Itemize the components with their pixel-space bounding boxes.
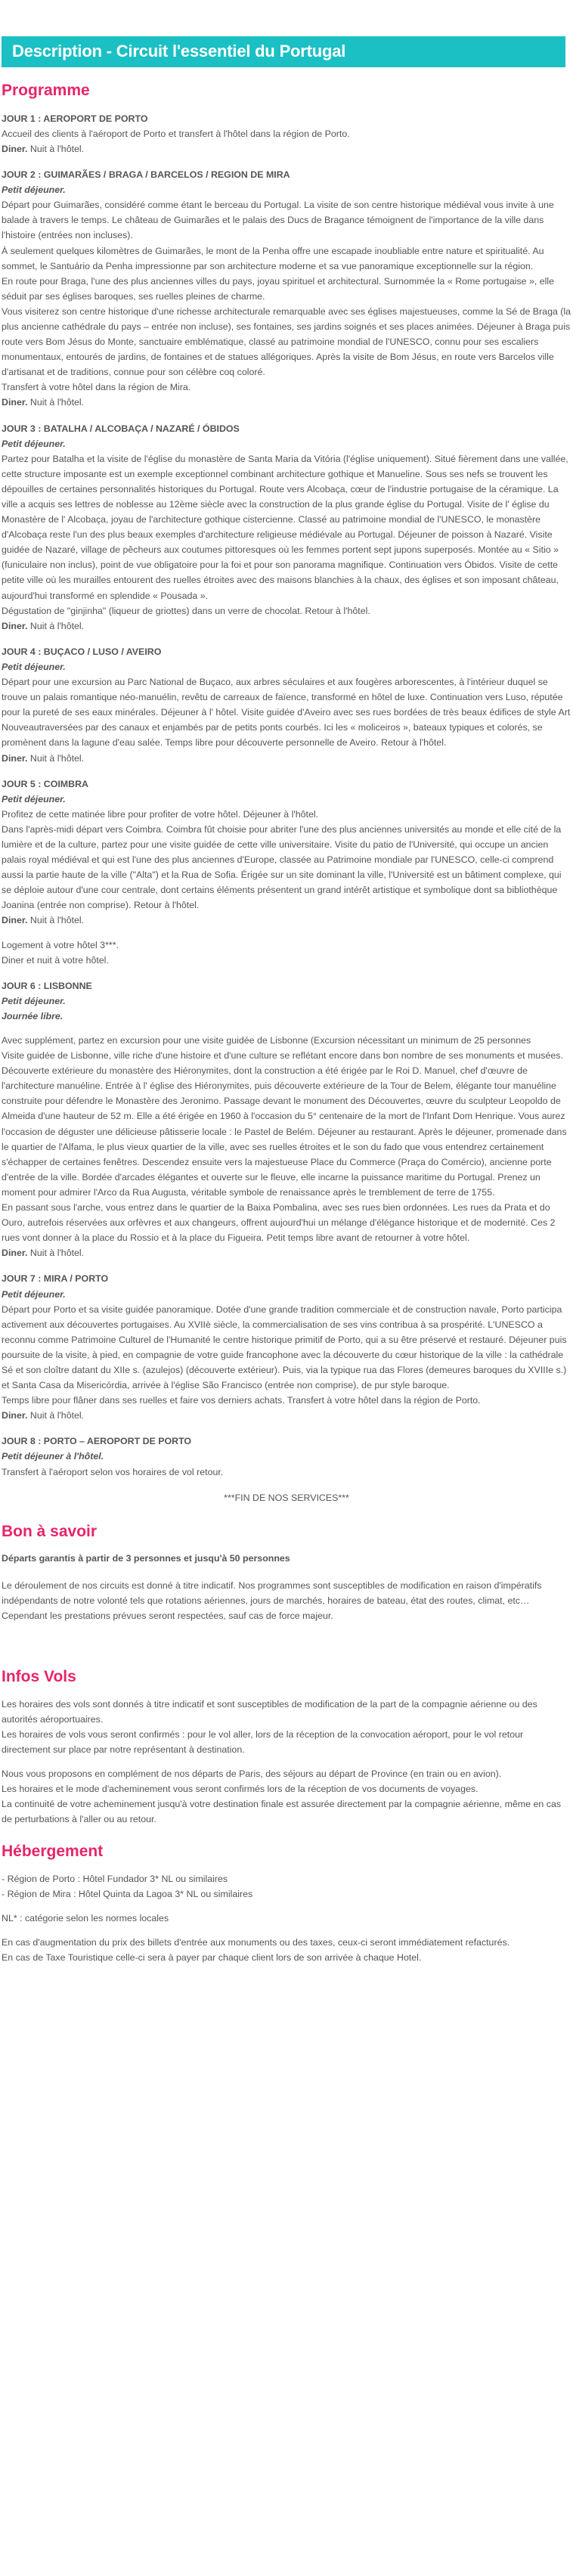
day-paragraph: Dans l'après-midi départ vers Coimbra. Coimbra fût choisie pour abriter l'une des plus anciennes universités au monde et elle cité de la lumière et de la culture, partez pour une visite guidée de cette ville universitaire. Visite du patio de l'Université, qui occupe un ancien palais royal médiéval et qui est l'une des plus anciennes d'Europe, classée au Patrimoine mondiale par l'UNESCO, celle-ci comprend aussi la partie haute de la ville ("Alta") et la Rua de Sofia. Érigée sur un site dominant la ville, l'Université est un bâtiment complexe, qui se déploie autour d'une cour centrale, dont certains éléments présentent un grand intérêt artistique et symbolique dont sa bibliothèque Joanina (entrée non comprise). Retour à l'hôtel. xyxy=(2,823,562,911)
hotel-porto: - Région de Porto : Hôtel Fundador 3* NL ou similaires xyxy=(2,1873,228,1884)
day-block xyxy=(2,978,571,1261)
day-paragraph: Dégustation de "ginjinha" (liqueur de griottes) dans un verre de chocolat. Retour à l'hôtel. xyxy=(2,605,370,616)
dinner-text: Nuit à l'hôtel. xyxy=(27,752,85,764)
day-paragraph: Transfert à votre hôtel dans la région de Mira. xyxy=(2,382,191,393)
end-of-services: ***FIN DE NOS SERVICES*** xyxy=(224,1492,349,1503)
page-title: Description - Circuit l'essentiel du Portugal xyxy=(2,36,565,67)
tax-note-2: En cas de Taxe Touristique celle-ci sera à payer par chaque client lors de son arrivée à chaque Hotel. xyxy=(2,1951,422,1963)
day-dinner xyxy=(2,1408,571,1423)
day-paragraph: Départ pour Guimarães, considéré comme étant le berceau du Portugal. La visite de son centre historique médiéval vous invite à une balade à travers le temps. Le château de Guimarães et le palais des Ducs de Bragance témoignent de l'importance de la ville dans l'histoire (entrées non incluses). xyxy=(2,200,554,241)
dinner-label: Diner. xyxy=(2,915,28,926)
dinner-label: Diner. xyxy=(2,1248,28,1259)
dinner-label: Diner. xyxy=(2,143,28,154)
programme-heading: Programme xyxy=(2,81,90,99)
dinner-label: Diner. xyxy=(2,397,28,408)
hotel-mira: - Région de Mira : Hôtel Quinta da Lagoa 3* NL ou similaires xyxy=(2,1888,253,1899)
day-paragraph: Départ pour une excursion au Parc National de Buçaco, aux arbres séculaires et aux fougères arborescentes, à l'intérieur duquel se trouve un palais romantique néo-manuélin, revêtu de carreaux de faïence, transformé en hôtel de luxe. Continuation vers Luso, réputée pour la pureté de ses eaux minérales. Déjeuner à l' hôtel. Visite guidée d'Aveiro avec ses rues bordées de très beaux édifices de style Art Nouveautraversées par des canaux et enjambés par de petits ponts courbés. Ici les « moliceiros », bateaux typiques et colorés, se promènent dans la lagune d'eau salée. Temps libre pour découverte personnelle de Aveiro. Retour à l'hôtel. xyxy=(2,677,571,749)
guarantee-text: Départs garantis à partir de 3 personnes et jusqu'à 50 personnes xyxy=(2,1552,290,1564)
day-paragraph: En passant sous l'arche, vous entrez dans le quartier de la Baixa Pombalina, avec ses rues bien ordonnées. Les rues da Prata et do Ouro, autrefois réservées aux orfèvres et aux changeurs, offrent aujourd'hui un mélange d'élégance historique et de modernité. Ces 2 rues vont donner à la place du Rossio et à la place du Figueira. Petit temps libre avant de retourner à votre hôtel. xyxy=(2,1202,556,1244)
tax-note-1: En cas d'augmentation du prix des billets d'entrée aux monuments ou des taxes, ceux-ci seront immédiatement refacturés. xyxy=(2,1936,510,1948)
day-paragraph: Départ pour Porto et sa visite guidée panoramique. Dotée d'une grande tradition commerciale et de construction navale, Porto participa activement aux découvertes portugaises. Au XVIIè siècle, la commercialisation de ses vins contribua à sa prospérité. L'UNESCO a reconnu comme Patrimoine Culturel de l'Humanité le centre historique primitif de Porto, qui a su être préservé et restauré. Déjeuner puis poursuite de la visite, à pied, en compagnie de votre guide francophone avec la découverte du cœur historique de la ville : la cathédrale Sé et son cloître datant du XIIe s. (azulejos) (découverte extérieur). Puis, via la typique rua das Flores (demeures baroques du XVIIIe s.) et Santa Casa da Misericórdia, arrivée à l'église São Francisco (entrée non comprise), de pur style baroque. xyxy=(2,1303,567,1391)
flight-info-4: Les horaires et le mode d'acheminement vous seront confirmés lors de la réception de vos documents de voyages. xyxy=(2,1784,479,1795)
content xyxy=(0,81,573,1966)
dinner-text: Nuit à l'hôtel. xyxy=(27,620,85,631)
day-block xyxy=(2,644,571,766)
hebergement-heading: Hébergement xyxy=(2,1843,104,1861)
disclaimer-text: Le déroulement de nos circuits est donné à titre indicatif. Nos programmes sont susceptibles de modification en raison d'impératifs indépendants de notre volonté tels que rotations aériennes, jours de marchés, horaires de bateau, état des routes, climat, etc… Cependant les prestations prévues seront respectées, sauf cas de force majeur. xyxy=(2,1580,542,1622)
day-dinner xyxy=(2,913,571,928)
day-paragraph: Avec supplément, partez en excursion pour une visite guidée de Lisbonne (Excursion nécessitant un minimum de 25 personnes xyxy=(2,1035,531,1046)
flight-info-3: Nous vous proposons en complément de nos départs de Paris, des séjours au départ de Province (en train ou en avion). xyxy=(2,1768,502,1779)
dinner-text: Nuit à l'hôtel. xyxy=(27,1410,85,1421)
day-breakfast: Petit déjeuner. xyxy=(2,1288,66,1300)
programme-days xyxy=(2,111,571,1480)
dinner-label: Diner. xyxy=(2,752,28,764)
dinner-text: Nuit à l'hôtel. xyxy=(27,397,85,408)
day-block xyxy=(2,1271,571,1423)
day-extra-note: Diner et nuit à votre hôtel. xyxy=(2,954,109,966)
day-breakfast: Petit déjeuner. xyxy=(2,995,66,1006)
day-breakfast: Petit déjeuner. xyxy=(2,661,66,672)
day-breakfast: Petit déjeuner. xyxy=(2,184,66,196)
flight-info-5: La continuité de votre acheminement jusqu'à votre destination finale est assurée directement par la compagnie aérienne, même en cas de perturbations à l'aller ou au retour. xyxy=(2,1799,562,1825)
flight-info-1: Les horaires des vols sont donnés à titre indicatif et sont susceptibles de modification de la part de la compagnie aérienne ou des autorités aéroportuaires. xyxy=(2,1698,537,1725)
hotel-norms-note: NL* : catégorie selon les normes locales xyxy=(2,1912,169,1923)
day-title: JOUR 6 : LISBONNE xyxy=(2,980,92,991)
day-title: JOUR 5 : COIMBRA xyxy=(2,778,88,789)
infos-vols-heading: Infos Vols xyxy=(2,1668,76,1686)
day-paragraph: Temps libre pour flâner dans ses ruelles et faire vos derniers achats. Transfert à votre hôtel dans la région de Porto. xyxy=(2,1395,481,1406)
day-intro: Journée libre. xyxy=(2,1010,63,1021)
day-paragraph: Profitez de cette matinée libre pour profiter de votre hôtel. Déjeuner à l'hôtel. xyxy=(2,808,319,820)
bon-a-savoir-heading: Bon à savoir xyxy=(2,1522,98,1540)
day-title: JOUR 7 : MIRA / PORTO xyxy=(2,1273,109,1285)
day-paragraph: Transfert à l'aéroport selon vos horaires de vol retour. xyxy=(2,1466,224,1477)
day-paragraph: Visite guidée de Lisbonne, ville riche d'une histoire et d'une culture se reflétant encore dans bon nombre de ses monuments et musées. Découverte extérieure du monastère des Hiéronymites, dont la construction a été érigée par le Roi D. Manuel, chef d'œuvre de l'architecture manuéline. Entrée à l' église des Hiéronymites, puis découverte extérieure de la Tour de Belem, élégante tour manuéline construite pour défendre le Monastère des Jeronimo. Passage devant le monument des Découvertes, œuvre du sculpteur Leopoldo de Almeida d'une hauteur de 52 m. Elle a été érigée en 1960 à l'occasion du 5° centenaire de la mort de l'Infant Dom Henrique. Vous aurez l'occasion de déguster une délicieuse pâtisserie locale : le Pastel de Belém. Déjeuner au restaurant. Après le déjeuner, promenade dans le quartier de l'Alfama, le plus vieux quartier de la ville, avec ses ruelles étroites et le son du fado que vous entendrez certainement s'échapper de certaines fenêtres. Descendez ensuite vers la majestueuse Place du Commerce (Praça do Comércio), ancienne porte d'entrée de la ville. Bordée d'arcades élégantes et ouverte sur le fleuve, elle incarne la puissance maritime du Portugal. Prenez un moment pour admirer l'Arco da Rua Augusta, véritable symbole de renaissance après le tremblement de terre de 1755. xyxy=(2,1050,567,1198)
dinner-text: Nuit à l'hôtel. xyxy=(27,915,85,926)
day-paragraph: Vous visiterez son centre historique d'une richesse architecturale remarquable avec ses églises majestueuses, comme la Sé de Braga (la plus ancienne cathédrale du pays – entrée non incluse), ses fontaines, ses jardins soignés et ses places animées. Déjeuner à Braga puis route vers Bom Jésus do Monte, sanctuaire emblématique, classé au patrimoine mondial de l'UNESCO, connu pour ses escaliers monumentaux, entourés de jardins, de fontaines et de statues allégoriques. Après la visite de Bom Jésus, en route vers Barcelos ville d'artisanat et de traditions, connue pour son célèbre coq coloré. xyxy=(2,305,571,378)
day-block xyxy=(2,421,571,634)
flight-info-2: Les horaires de vols vous seront confirmés : pour le vol aller, lors de la réception de la convocation aéroport, pour le vol retour directement sur place par notre représentant à destination. xyxy=(2,1728,524,1755)
day-extra-note: Logement à votre hôtel 3***. xyxy=(2,939,119,950)
dinner-text: Nuit à l'hôtel. xyxy=(27,1248,85,1259)
dinner-label: Diner. xyxy=(2,620,28,631)
dinner-label: Diner. xyxy=(2,1410,28,1421)
day-block xyxy=(2,167,571,411)
day-title: JOUR 4 : BUÇACO / LUSO / AVEIRO xyxy=(2,646,162,657)
dinner-text: Nuit à l'hôtel. xyxy=(27,143,85,154)
day-title: JOUR 8 : PORTO – AEROPORT DE PORTO xyxy=(2,1436,192,1447)
day-dinner xyxy=(2,751,571,766)
day-dinner xyxy=(2,395,571,410)
day-paragraph: Accueil des clients à l'aéroport de Porto et transfert à l'hôtel dans la région de Porto. xyxy=(2,128,350,139)
day-paragraph: Partez pour Batalha et la visite de l'église du monastère de Santa Maria da Vitória (l'église uniquement). Situé fièrement dans une vallée, cette structure imposante est un exemple exceptionnel combinant architecture gothique et Manueline. Sous ses nefs se trouvent les dépouilles de certaines personnalités historiques du Portugal. Route vers Alcobaça, cœur de l'industrie portugaise de la céramique. La ville a acquis ses lettres de noblesse au 12ème siècle avec la construction de la plus grande église du Portugal. Visite de l' église du Monastère de l' Alcobaça, joyau de l'architecture gothique cistercienne. Classé au patrimoine mondial de l'UNESCO, le monastère d'Alcobaça reste l'un des plus beaux exemples d'architecture religieuse médiévale au Portugal. Déjeuner de poisson à Nazaré. Visite guidée de Nazaré, village de pêcheurs aux coutumes pittoresques où les femmes portent sept jupons superposés. Montée au « Sitio » (funiculaire non inclus), point de vue obligatoire pour la foi et pour son panorama magnifique. Continuation vers Óbidos. Visite de cette petite ville où les murailles entourent des ruelles étroites avec des maisons blanchies à la chaux, des églises et son imposant château, aujourd'hui transformé en splendide « Pousada ». xyxy=(2,453,568,601)
day-dinner xyxy=(2,141,571,157)
day-block xyxy=(2,111,571,157)
day-title: JOUR 2 : GUIMARÃES / BRAGA / BARCELOS / REGION DE MIRA xyxy=(2,169,290,181)
day-dinner xyxy=(2,1245,571,1260)
day-breakfast: Petit déjeuner. xyxy=(2,438,66,449)
day-paragraph: En route pour Braga, l'une des plus anciennes villes du pays, joyau spirituel et architectural. Surnommée la « Rome portugaise », elle séduit par ses églises baroques, ses ruelles pleines de charme. xyxy=(2,275,555,302)
day-title: JOUR 1 : AEROPORT DE PORTO xyxy=(2,113,148,124)
day-title: JOUR 3 : BATALHA / ALCOBAÇA / NAZARÉ / ÓBIDOS xyxy=(2,423,240,434)
day-breakfast: Petit déjeuner à l'hôtel. xyxy=(2,1451,104,1462)
day-block xyxy=(2,777,571,968)
day-paragraph: À seulement quelques kilomètres de Guimarães, le mont de la Penha offre une escapade inoubliable entre nature et spiritualité. Au sommet, le Santuário da Penha impressionne par son architecture moderne et sa vue panoramique exceptionnelle sur la région. xyxy=(2,245,544,271)
day-dinner xyxy=(2,618,571,634)
day-block xyxy=(2,1434,571,1479)
day-breakfast: Petit déjeuner. xyxy=(2,793,66,804)
